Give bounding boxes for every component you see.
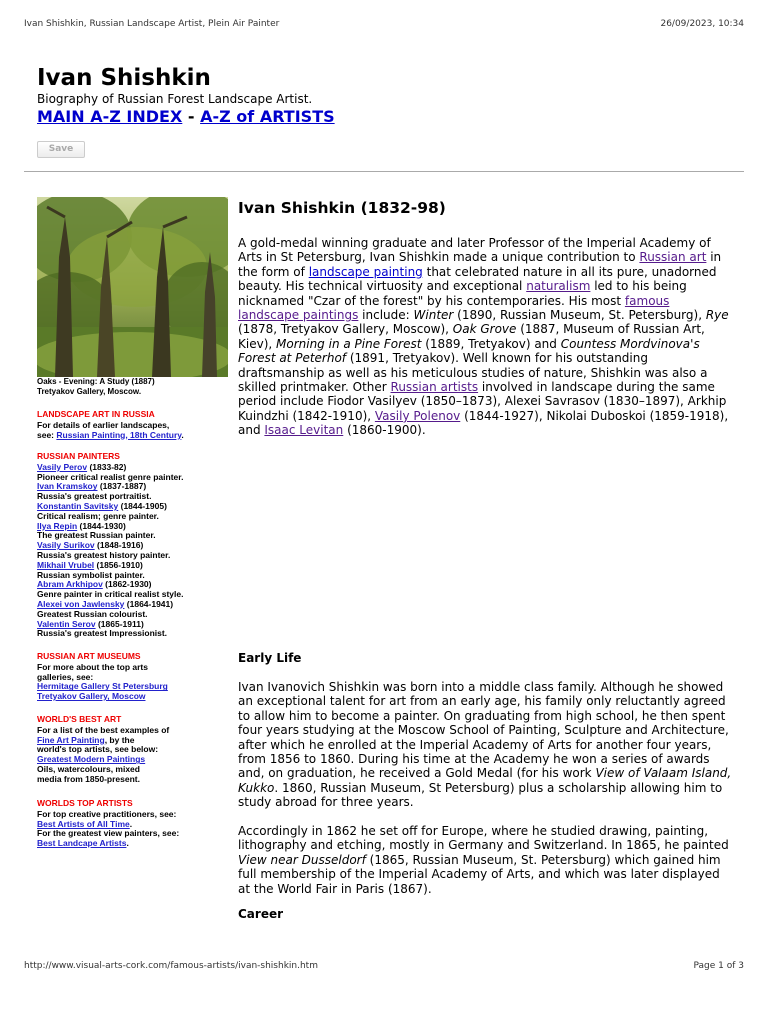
text: Accordingly in 1862 he set off for Europe, where he studied drawing, painting, lithography and etching, mostly in Germany and Switzerland. In 1865, he painted	[238, 824, 729, 853]
print-footer-url: http://www.visual-arts-cork.com/famous-artists/ivan-shishkin.htm	[24, 961, 318, 971]
work-title: Oak Grove	[452, 322, 517, 337]
text: (1891, Tretyakov). Well known for his outstanding draftsmanship as well as his meticulous studies of nature, Shishkin was also a skilled printmaker. Other	[238, 351, 708, 395]
painter-description: Pioneer critical realist genre painter.	[37, 471, 184, 482]
text: in the form of	[238, 250, 722, 279]
painter-description: Russia's greatest history painter.	[37, 549, 171, 560]
article-intro-paragraph	[238, 236, 732, 438]
sidebar-text: For more about the top arts	[37, 661, 148, 672]
work-title: View near Dusseldorf	[238, 852, 366, 867]
sidebar-row	[37, 431, 232, 441]
link-hermitage[interactable]: Hermitage Gallery St Petersburg	[37, 681, 168, 692]
nav-main-index-link[interactable]: MAIN A-Z INDEX	[37, 107, 183, 126]
sidebar-text: .	[181, 429, 184, 440]
caption-title: Oaks - Evening: A Study (1887)	[37, 377, 155, 386]
print-footer	[24, 961, 744, 975]
painters-list	[37, 463, 232, 639]
painter-link[interactable]: Alexei von Jawlensky	[37, 598, 125, 609]
painter-description: Genre painter in critical realist style.	[37, 589, 184, 600]
sidebar-text: , by the	[104, 734, 135, 745]
painter-link[interactable]: Konstantin Savitsky	[37, 500, 119, 511]
site-title: Ivan Shishkin	[37, 65, 211, 91]
sidebar-head-best-art: WORLD'S BEST ART	[37, 714, 122, 724]
text: involved in landscape during the same period include Fiodor Vasilyev (1850–1873), Alexei Savrasov (1830–1897), Arkhip Kuindzhi (1842-1910),	[238, 380, 727, 423]
sidebar-best-art	[37, 715, 232, 785]
site-subtitle: Biography of Russian Forest Landscape Artist.	[37, 92, 313, 106]
painter-description: Russia's greatest Impressionist.	[37, 628, 168, 639]
early-life-paragraph-2	[238, 824, 732, 896]
print-header-date: 26/09/2023, 10:34	[660, 19, 744, 29]
link-russian-artists[interactable]: Russian artists	[390, 380, 479, 395]
link-famous-landscape-paintings[interactable]: famous landscape paintings	[238, 293, 670, 323]
work-title: Winter	[413, 308, 454, 323]
work-title: View of Valaam Island, Kukko	[238, 766, 732, 795]
link-tretyakov[interactable]: Tretyakov Gallery, Moscow	[37, 691, 146, 702]
sidebar-head-top-artists: WORLDS TOP ARTISTS	[37, 798, 133, 808]
text: (1889, Tretyakov) and	[421, 336, 561, 351]
divider	[24, 171, 744, 172]
sidebar-head-landscape: LANDSCAPE ART IN RUSSIA	[37, 409, 155, 419]
sidebar-head-painters: RUSSIAN PAINTERS	[37, 451, 120, 461]
print-footer-page: Page 1 of 3	[693, 961, 744, 971]
caption-location: Tretyakov Gallery, Moscow.	[37, 387, 142, 396]
painting-oaks-evening	[37, 197, 228, 377]
nav-artists-link[interactable]: A-Z of ARTISTS	[200, 107, 335, 126]
work-title: Morning in a Pine Forest	[276, 336, 422, 351]
nav-separator: -	[182, 107, 201, 126]
link-greatest-modern-paintings[interactable]: Greatest Modern Paintings	[37, 754, 146, 765]
sidebar-head-museums: RUSSIAN ART MUSEUMS	[37, 651, 141, 661]
text: led to his being nicknamed "Czar of the forest" by his contemporaries. His most	[238, 279, 687, 308]
painter-link[interactable]: Mikhail Vrubel	[37, 559, 95, 570]
text: (1890, Russian Museum, St. Petersburg),	[453, 308, 706, 323]
text: . 1860, Russian Museum, St Petersburg) plus a scholarship allowing him to study abroad for three years.	[238, 780, 723, 810]
section-heading-early-life: Early Life	[238, 651, 302, 665]
painter-link[interactable]: Ilya Repin	[37, 520, 78, 531]
painter-link[interactable]: Vasily Surikov	[37, 540, 95, 551]
sidebar-text: galleries, see:	[37, 671, 94, 682]
sidebar-text: For the greatest view painters, see:	[37, 828, 180, 839]
painting-caption	[37, 377, 228, 397]
sidebar-painters	[37, 452, 232, 639]
section-heading-career: Career	[238, 907, 284, 921]
early-life-paragraph-1	[238, 680, 732, 810]
painter-dates: (1848-1916)	[94, 540, 144, 551]
work-title: Rye	[705, 308, 729, 323]
painter-link[interactable]: Vasily Perov	[37, 461, 88, 472]
painter-description: The greatest Russian painter.	[37, 530, 156, 541]
work-title: Countess Mordvinova's Forest at Peterhof	[238, 336, 700, 366]
text: Ivan Ivanovich Shishkin was born into a middle class family. Although he showed an exceptional talent for art from an early age, his family only reluctantly agreed to allow him to become a painter. On graduating from high school, he then spent four years studying at the Moscow School of Painting, Sculpture and Architecture, after which he enrolled at the Imperial Academy of Arts for another four years, from 1856 to 1860. During his time at the Academy he won a series of awards and, on graduation, he received a Gold Medal (for his work	[238, 680, 729, 781]
painter-dates: (1865-1911)	[95, 618, 144, 629]
link-russian-painting-18th[interactable]: Russian Painting, 18th Century	[56, 429, 182, 440]
text: (1844-1927), Nikolai Duboskoi (1859-1918), and	[238, 408, 729, 438]
sidebar-text: .	[129, 818, 133, 829]
painter-dates: (1844-1905)	[118, 500, 167, 511]
save-button[interactable]: Save	[37, 141, 85, 158]
link-best-artists[interactable]: Best Artists of All Time	[37, 818, 130, 829]
painter-dates: (1856-1910)	[94, 559, 143, 570]
site-nav	[37, 107, 335, 126]
sidebar-text: Oils, watercolours, mixed	[37, 763, 140, 774]
link-best-landscape-artists[interactable]: Best Landcape Artists	[37, 838, 127, 849]
painter-description: Greatest Russian colourist.	[37, 608, 148, 619]
text: A gold-medal winning graduate and later Professor of the Imperial Academy of Arts in St Petersburg, Ivan Shishkin made a unique contribution to	[238, 236, 711, 265]
sidebar-top-artists	[37, 799, 232, 849]
text: (1860-1900).	[343, 423, 426, 438]
sidebar-text: For a list of the best examples of	[37, 724, 170, 735]
sidebar-museums	[37, 652, 232, 702]
text: (1865, Russian Museum, St. Petersburg) which gained him full membership of the Imperial Academy of Arts, and which was later displayed at the World Fair in Paris (1867).	[238, 852, 721, 896]
sidebar-text: see:	[37, 429, 57, 440]
painter-dates: (1833-82)	[87, 461, 127, 472]
link-russian-art[interactable]: Russian art	[639, 250, 707, 265]
print-header-title: Ivan Shishkin, Russian Landscape Artist, Plein Air Painter	[24, 19, 280, 29]
painter-dates: (1864-1941)	[124, 598, 174, 609]
article-title: Ivan Shishkin (1832-98)	[238, 199, 446, 217]
painter-link[interactable]: Valentin Serov	[37, 618, 96, 629]
painter-link[interactable]: Abram Arkhipov	[37, 579, 103, 590]
link-isaac-levitan[interactable]: Isaac Levitan	[264, 423, 344, 438]
painter-description: Russian symbolist painter.	[37, 569, 145, 580]
sidebar-text: media from 1850-present.	[37, 773, 140, 784]
painter-dates: (1844-1930)	[77, 520, 126, 531]
painter-dates: (1837-1887)	[97, 481, 147, 492]
text: (1878, Tretyakov Gallery, Moscow),	[238, 322, 453, 337]
print-header	[24, 19, 744, 33]
painter-description: Russia's greatest portraitist.	[37, 491, 152, 502]
link-fine-art-painting[interactable]: Fine Art Painting	[37, 734, 105, 745]
painter-link[interactable]: Ivan Kramskoy	[37, 481, 98, 492]
sidebar-text: .	[126, 838, 129, 849]
painter-dates: (1862-1930)	[102, 579, 152, 590]
text: include:	[358, 308, 414, 323]
painting-image	[37, 197, 228, 377]
sidebar-text: world's top artists, see below:	[37, 744, 159, 755]
sidebar-landscape	[37, 410, 232, 440]
sidebar-text: For top creative practitioners, see:	[37, 808, 177, 819]
link-landscape-painting[interactable]: landscape painting	[308, 264, 423, 279]
text: that celebrated nature in all its pure, unadorned beauty. His technical virtuosity and exceptional	[238, 264, 717, 294]
text: (1887, Museum of Russian Art, Kiev),	[238, 322, 705, 351]
link-naturalism[interactable]: naturalism	[526, 279, 591, 294]
painter-description: Critical realism; genre painter.	[37, 510, 159, 521]
sidebar-text: For details of earlier landscapes,	[37, 419, 170, 430]
link-vasily-polenov[interactable]: Vasily Polenov	[374, 408, 461, 423]
